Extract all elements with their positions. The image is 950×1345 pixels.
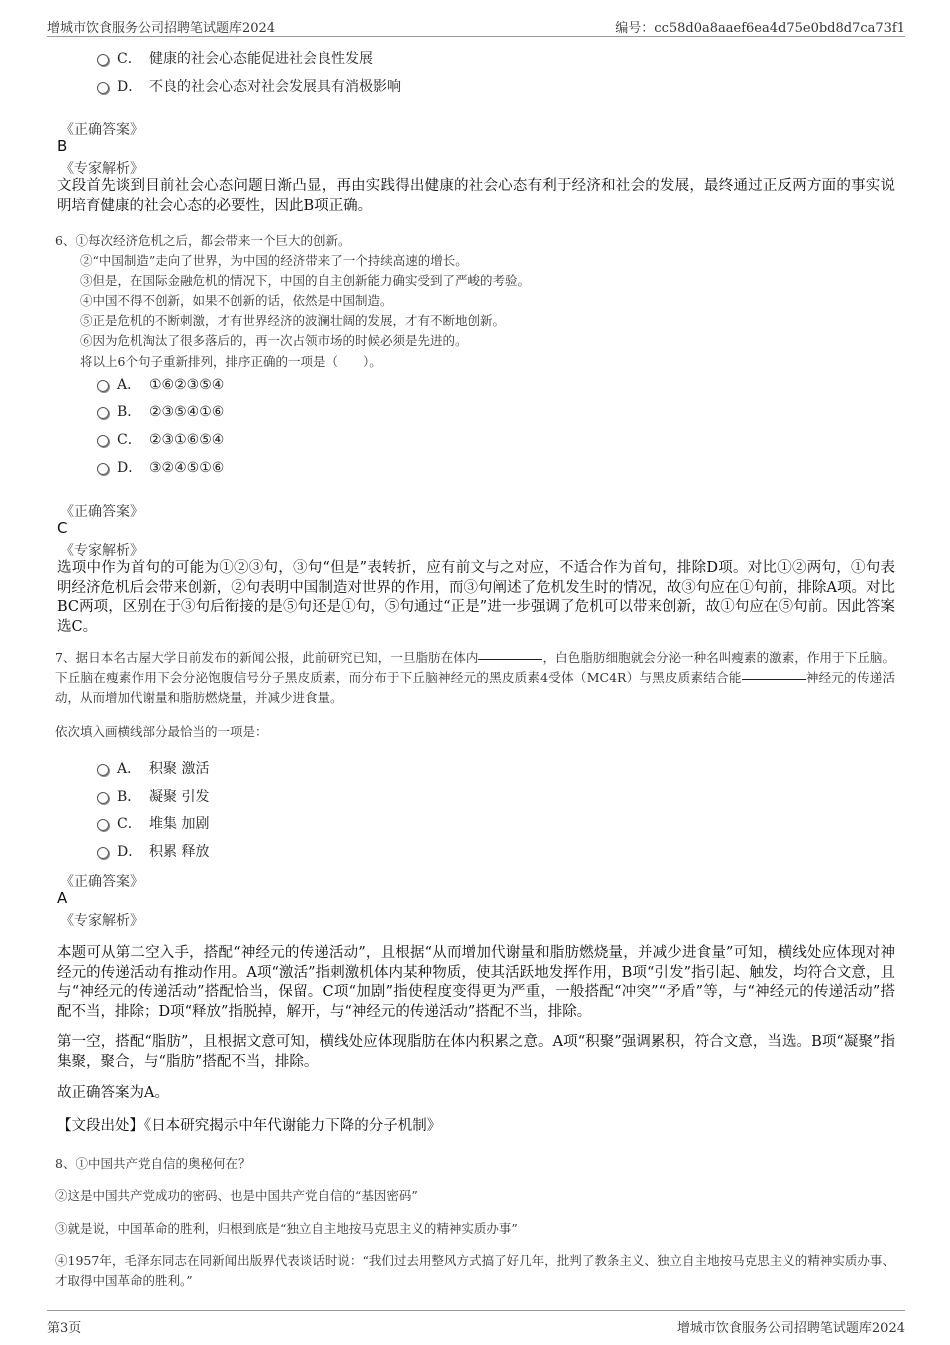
radio-icon[interactable]	[97, 847, 109, 859]
q6-option-b[interactable]: B． ②③⑤④①⑥	[97, 401, 224, 421]
radio-icon[interactable]	[97, 764, 109, 776]
radio-icon[interactable]	[97, 407, 109, 419]
q6-option-d[interactable]: D． ③②④⑤①⑥	[97, 457, 224, 477]
q5-analysis-label: 《专家解析》	[60, 161, 144, 177]
q7-option-a[interactable]: A． 积聚 激活	[97, 758, 209, 778]
fill-blank-1	[478, 658, 542, 660]
radio-icon[interactable]	[97, 82, 109, 94]
q7-option-d[interactable]: D． 积累 释放	[97, 841, 209, 861]
q7-analysis-p1: 本题可从第二空入手，搭配“神经元的传递活动”，且根据“从而增加代谢量和脂肪燃烧量，并减少进食量”可知，横线处应体现对神经元的传递活动有推动作用。A项“激活”指刺激机体内某种物质，使其活跃地发挥作用，B项“引发”指引起、触发，均符合文意，且与“神经元的传递活动”搭配恰当，保留。C项“加剧”指使程度变得更为严重，一般搭配“冲突”“矛盾”等，与“神经元的传递活动”搭配不当，排除；D项“释放”指脱掉，解开，与“神经元的传递活动”搭配不当，排除。	[57, 945, 895, 1020]
footer-title: 增城市饮食服务公司招聘笔试题库2024	[676, 1321, 905, 1336]
q6-analysis-label: 《专家解析》	[60, 543, 144, 559]
fill-blank-2	[742, 678, 806, 680]
q7-analysis-p2: 第一空，搭配“脂肪”，且根据文意可知，横线处应体现脂肪在体内积累之意。A项“积聚”强调累积，符合文意，当选。B项“凝聚”指集聚，聚合，与“脂肪”搭配不当，排除。	[57, 1034, 895, 1070]
page-header	[47, 14, 905, 37]
q6-answer: C	[57, 519, 68, 537]
q6-sentence-2: ②“中国制造”走向了世界，为中国的经济带来了一个持续高速的增长。	[80, 253, 468, 268]
q7-answer-label: 《正确答案》	[60, 874, 144, 890]
q6-option-a[interactable]: A． ①⑥②③⑤④	[97, 374, 224, 394]
radio-icon[interactable]	[97, 463, 109, 475]
q7-stem: 7、据日本名古屋大学日前发布的新闻公报，此前研究已知，一旦脂肪在体内 ，白色脂肪细胞就会分泌一种名叫瘦素的激素，作用于下丘脑。下丘脑在瘦素作用下会分泌饱腹信号分子黑皮质素，而分布于下丘脑神经元的黑皮质素4受体（MC4R）与黑皮质素结合能 神经元的传递活动，从而增加代谢量和脂肪燃烧量，并减少进食量。	[55, 650, 895, 705]
q6-analysis: 选项中作为首句的可能为①②③句，③句“但是”表转折，应有前文与之对应，不适合作为首句，排除D项。对比①②两句，①句表明经济危机后会带来创新，②句表明中国制造对世界的作用，而③句阐述了危机发生时的情况，故③句应在①句前，排除A项。对比BC两项，区别在于③句后衔接的是⑤句还是①句，⑤句通过“正是”进一步强调了危机可以带来创新，故①句应在⑤句前。因此答案选C。	[57, 560, 895, 635]
q8-sentence-3: ③就是说，中国革命的胜利，归根到底是“独立自主地按马克思主义的精神实质办事”	[55, 1221, 518, 1236]
q7-source: 【文段出处】《日本研究揭示中年代谢能力下降的分子机制》	[57, 1118, 442, 1134]
q7-answer: A	[57, 889, 68, 907]
q7-option-b[interactable]: B． 凝聚 引发	[97, 786, 209, 806]
q5-option-d[interactable]: D． 不良的社会心态对社会发展具有消极影响	[97, 76, 401, 96]
q8-sentence-2: ②这是中国共产党成功的密码、也是中国共产党自信的“基因密码”	[55, 1188, 418, 1203]
q6-option-c[interactable]: C． ②③①⑥⑤④	[97, 429, 224, 449]
radio-icon[interactable]	[97, 54, 109, 66]
header-doc-id: 编号：cc58d0a8aaef6ea4d75e0bd8d7ca73f1	[615, 21, 905, 36]
q7-prompt: 依次填入画横线部分最恰当的一项是：	[55, 724, 268, 739]
q7-analysis-label: 《专家解析》	[60, 913, 144, 929]
q7-option-c[interactable]: C． 堆集 加剧	[97, 813, 209, 833]
q6-prompt: 将以上6个句子重新排列，排序正确的一项是（ ）。	[80, 354, 382, 369]
radio-icon[interactable]	[97, 792, 109, 804]
radio-icon[interactable]	[97, 435, 109, 447]
q8-sentence-1: 8、①中国共产党自信的奥秘何在？	[55, 1156, 251, 1171]
q6-answer-label: 《正确答案》	[60, 504, 144, 520]
q6-sentence-3: ③但是，在国际金融危机的情况下，中国的自主创新能力确实受到了严峻的考验。	[80, 273, 531, 288]
q5-answer: B	[57, 137, 68, 155]
radio-icon[interactable]	[97, 380, 109, 392]
q8-sentence-4: ④1957年，毛泽东同志在同新闻出版界代表谈话时说：“我们过去用整风方式搞了好几年，批判了教条主义、独立自主地按马克思主义的精神实质办事、才取得中国革命的胜利。”	[55, 1253, 895, 1288]
q6-sentence-4: ④中国不得不创新，如果不创新的话，依然是中国制造。	[80, 293, 393, 308]
page-number: 第3页	[47, 1321, 82, 1336]
page-footer	[47, 1310, 905, 1337]
q5-option-c[interactable]: C． 健康的社会心态能促进社会良性发展	[97, 48, 373, 68]
q5-answer-label: 《正确答案》	[60, 122, 144, 138]
header-title: 增城市饮食服务公司招聘笔试题库2024	[47, 21, 276, 36]
q5-analysis: 文段首先谈到目前社会心态问题日渐凸显，再由实践得出健康的社会心态有利于经济和社会的发展，最终通过正反两方面的事实说明培育健康的社会心态的必要性，因此B项正确。	[57, 178, 895, 214]
q6-sentence-1: 6、①每次经济危机之后，都会带来一个巨大的创新。	[55, 233, 351, 248]
radio-icon[interactable]	[97, 819, 109, 831]
q7-analysis-p3: 故正确答案为A。	[57, 1085, 169, 1101]
q6-sentence-5: ⑤正是危机的不断刺激，才有世界经济的波澜壮阔的发展，才有不断地创新。	[80, 313, 506, 328]
q6-sentence-6: ⑥因为危机淘汰了很多落后的，再一次占领市场的时候必须是先进的。	[80, 333, 468, 348]
